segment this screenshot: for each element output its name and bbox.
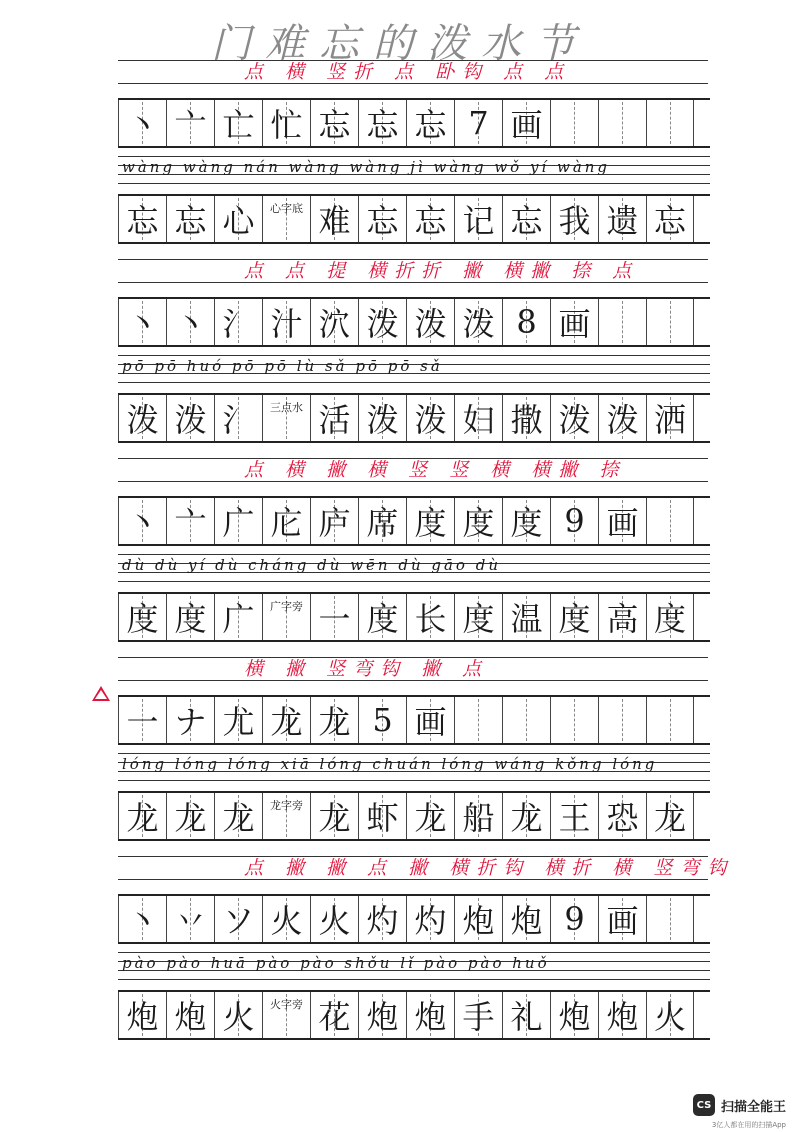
sequence-cell	[166, 100, 214, 146]
cell-character: 我	[558, 202, 591, 240]
practice-cell	[118, 793, 166, 839]
sequence-cell	[598, 498, 646, 544]
practice-cell	[310, 594, 358, 640]
cell-character: ナ	[174, 703, 207, 741]
scanner-name: 扫描全能王	[720, 1099, 786, 1115]
cell-character: 度	[653, 600, 686, 638]
practice-grid	[118, 194, 710, 244]
cell-character: 画	[606, 504, 639, 542]
cell-character: 度	[558, 600, 591, 638]
cell-character: 丷	[174, 902, 207, 940]
sequence-cell	[310, 697, 358, 743]
cell-character: 遗	[606, 202, 639, 240]
sequence-cell	[502, 498, 550, 544]
practice-cell	[262, 793, 310, 839]
practice-cell	[406, 793, 454, 839]
sequence-cell	[502, 896, 550, 942]
cell-character: 礼	[510, 998, 543, 1036]
practice-cell	[550, 196, 598, 242]
sequence-cell	[550, 896, 598, 942]
cell-character: 洒	[653, 401, 686, 439]
cell-character: 炮	[606, 998, 639, 1036]
practice-cell	[598, 992, 646, 1038]
cell-character: 氵	[222, 401, 255, 439]
cell-character: 广	[222, 600, 255, 638]
sequence-cell	[118, 697, 166, 743]
cell-character: 亠	[174, 106, 207, 144]
cell-character: 高	[606, 600, 639, 638]
practice-cell	[454, 395, 502, 441]
cell-character: 花	[318, 998, 351, 1036]
practice-cell	[310, 196, 358, 242]
cell-character: 泼	[174, 401, 207, 439]
cell-character: 记	[462, 202, 495, 240]
sequence-cell	[118, 498, 166, 544]
sequence-cell	[214, 697, 262, 743]
sequence-cell	[166, 498, 214, 544]
practice-cell	[214, 196, 262, 242]
cell-guide	[478, 699, 479, 741]
practice-grid	[118, 791, 710, 841]
practice-cell	[166, 594, 214, 640]
cell-guide	[574, 699, 575, 741]
pinyin-text: dù dù yí dù cháng dù wēn dù gāo dù	[122, 556, 501, 574]
stroke-names: 点 横 撇 横 竖 竖 横 横撇 捺	[244, 459, 627, 481]
cell-guide	[670, 699, 671, 741]
cell-character: 温	[510, 600, 543, 638]
practice-cell	[262, 992, 310, 1038]
practice-cell	[358, 594, 406, 640]
sequence-cell	[406, 100, 454, 146]
cell-character: 度	[462, 600, 495, 638]
cell-character: 龙	[270, 703, 303, 741]
cell-character: 泬	[318, 305, 351, 343]
practice-cell	[550, 395, 598, 441]
practice-cell	[454, 992, 502, 1038]
cell-guide	[526, 699, 527, 741]
practice-cell	[118, 594, 166, 640]
cell-character: 5	[372, 701, 393, 739]
cell-character: 炮	[174, 998, 207, 1036]
sequence-cell	[550, 299, 598, 345]
practice-cell	[646, 594, 694, 640]
practice-cell	[502, 196, 550, 242]
practice-cell	[214, 793, 262, 839]
sequence-cell	[598, 697, 646, 743]
practice-cell	[646, 395, 694, 441]
stroke-order-line	[118, 259, 708, 283]
practice-cell	[118, 196, 166, 242]
sequence-cell	[598, 299, 646, 345]
practice-cell	[358, 793, 406, 839]
sequence-cell	[310, 299, 358, 345]
cell-character: 火	[318, 902, 351, 940]
cell-character: 忘	[414, 202, 447, 240]
cell-character: 汁	[270, 305, 303, 343]
cell-character: 度	[462, 504, 495, 542]
cell-character: 龙字旁	[270, 799, 303, 812]
cell-character: 7	[468, 104, 489, 142]
sequence-cell	[646, 498, 694, 544]
sequence-cell	[646, 100, 694, 146]
stroke-order-line	[118, 657, 708, 681]
stroke-names: 点 撇 撇 点 撇 横折钩 横折 横 竖弯钩	[244, 857, 735, 879]
sequence-cell	[166, 697, 214, 743]
cell-character: 龙	[318, 703, 351, 741]
sequence-cell	[406, 299, 454, 345]
cell-character: 画	[558, 305, 591, 343]
practice-cell	[646, 196, 694, 242]
practice-cell	[214, 594, 262, 640]
cell-character: 度	[174, 600, 207, 638]
cell-character: 撒	[510, 401, 543, 439]
practice-cell	[262, 395, 310, 441]
practice-cell	[502, 992, 550, 1038]
cell-character: 丶	[126, 902, 159, 940]
practice-cell	[406, 594, 454, 640]
cell-character: 心字底	[270, 202, 303, 215]
practice-grid	[118, 592, 710, 642]
practice-cell	[214, 395, 262, 441]
cell-character: 龙	[126, 799, 159, 837]
cell-character: 忘	[510, 202, 543, 240]
practice-cell	[550, 594, 598, 640]
cell-character: 泼	[414, 401, 447, 439]
sequence-cell	[358, 498, 406, 544]
cell-character: 忘	[318, 106, 351, 144]
sequence-cell	[358, 697, 406, 743]
practice-cell	[166, 196, 214, 242]
cell-character: 泼	[558, 401, 591, 439]
cell-character: 手	[462, 998, 495, 1036]
cell-character: 丶	[174, 305, 207, 343]
sequence-cell	[454, 498, 502, 544]
cell-character: 度	[126, 600, 159, 638]
sequence-cell	[598, 896, 646, 942]
cell-character: 长	[414, 600, 447, 638]
practice-cell	[358, 992, 406, 1038]
cell-character: 心	[222, 202, 255, 240]
cell-guide	[670, 102, 671, 144]
practice-cell	[454, 793, 502, 839]
cell-character: 恐	[606, 799, 639, 837]
sequence-cell	[214, 498, 262, 544]
cell-character: 炮	[366, 998, 399, 1036]
sequence-cell	[262, 498, 310, 544]
practice-cell	[454, 594, 502, 640]
sequence-cell	[310, 498, 358, 544]
sequence-cell	[406, 896, 454, 942]
cell-character: 火	[653, 998, 686, 1036]
cell-character: 忘	[653, 202, 686, 240]
practice-cell	[598, 395, 646, 441]
cell-character: 席	[366, 504, 399, 542]
practice-cell	[646, 793, 694, 839]
cell-character: 炮	[558, 998, 591, 1036]
stroke-names: 点 点 提 横折折 撇 横撇 捺 点	[244, 260, 640, 282]
pinyin-text: lóng lóng lóng xiā lóng chuán lóng wáng kǒng lóng	[122, 755, 658, 773]
practice-cell	[406, 196, 454, 242]
sequence-cell	[646, 299, 694, 345]
practice-cell	[310, 793, 358, 839]
practice-cell	[166, 395, 214, 441]
practice-cell	[550, 992, 598, 1038]
pinyin-text: pào pào huā pào pào shǒu lǐ pào pào huǒ	[122, 954, 550, 972]
cell-character: 三点水	[270, 401, 303, 414]
cell-character: 9	[564, 502, 585, 540]
stroke-names: 横 撇 竖弯钩 撇 点	[244, 658, 490, 680]
stroke-order-line	[118, 856, 735, 880]
cell-character: 火字旁	[270, 998, 303, 1011]
cell-character: 一	[126, 703, 159, 741]
sequence-cell	[406, 498, 454, 544]
cell-character: 炮	[510, 902, 543, 940]
sequence-cell	[502, 697, 550, 743]
cell-character: 泼	[126, 401, 159, 439]
red-triangle-mark	[92, 686, 110, 701]
practice-cell	[550, 793, 598, 839]
cell-character: 丶	[126, 305, 159, 343]
cell-character: 火	[270, 902, 303, 940]
cell-character: 忙	[270, 106, 303, 144]
cell-character: 炮	[126, 998, 159, 1036]
cell-character: 妇	[462, 401, 495, 439]
cell-character: 泼	[414, 305, 447, 343]
stroke-order-line	[118, 60, 708, 84]
practice-cell	[166, 793, 214, 839]
sequence-cell	[646, 697, 694, 743]
sequence-cell	[118, 896, 166, 942]
cell-character: 难	[318, 202, 351, 240]
practice-cell	[310, 992, 358, 1038]
cell-character: 龙	[414, 799, 447, 837]
sequence-cell	[262, 100, 310, 146]
cell-character: 画	[414, 703, 447, 741]
practice-cell	[646, 992, 694, 1038]
practice-cell	[406, 395, 454, 441]
cell-character: 灼	[414, 902, 447, 940]
practice-grid	[118, 990, 710, 1040]
cell-character: 炮	[414, 998, 447, 1036]
cell-character: 忘	[174, 202, 207, 240]
practice-grid	[118, 393, 710, 443]
cell-character: 泼	[462, 305, 495, 343]
cell-character: 忘	[414, 106, 447, 144]
sequence-cell	[262, 697, 310, 743]
cell-character: 画	[510, 106, 543, 144]
cell-character: 忘	[126, 202, 159, 240]
cell-character: 画	[606, 902, 639, 940]
cell-guide	[622, 699, 623, 741]
practice-cell	[502, 395, 550, 441]
page-title: 门难忘的泼水节	[211, 21, 589, 67]
cell-character: 度	[510, 504, 543, 542]
practice-cell	[598, 793, 646, 839]
practice-cell	[214, 992, 262, 1038]
stroke-names: 点 横 竖折 点 卧钩 点 点	[244, 61, 572, 83]
practice-cell	[310, 395, 358, 441]
pinyin-text: wàng wàng nán wàng wàng jì wàng wǒ yí wàng	[122, 158, 611, 176]
cell-character: 亠	[174, 504, 207, 542]
cell-character: 氵	[222, 305, 255, 343]
sequence-cell	[214, 299, 262, 345]
sequence-cell	[454, 100, 502, 146]
sequence-cell	[406, 697, 454, 743]
cell-guide	[670, 301, 671, 343]
practice-cell	[358, 395, 406, 441]
cell-character: 度	[366, 600, 399, 638]
sequence-cell	[358, 299, 406, 345]
sequence-cell	[214, 896, 262, 942]
sequence-cell	[358, 896, 406, 942]
sequence-cell	[118, 100, 166, 146]
cell-guide	[670, 898, 671, 940]
cell-guide	[670, 500, 671, 542]
sequence-cell	[550, 498, 598, 544]
cell-character: 9	[564, 900, 585, 938]
sequence-cell	[358, 100, 406, 146]
sequence-cell	[310, 100, 358, 146]
cell-character: 泼	[366, 305, 399, 343]
cell-character: 虾	[366, 799, 399, 837]
practice-cell	[118, 395, 166, 441]
practice-cell	[502, 793, 550, 839]
cell-character: 8	[516, 303, 537, 341]
sequence-cell	[454, 299, 502, 345]
cell-character: 亡	[222, 106, 255, 144]
stroke-sequence-grid	[118, 297, 710, 347]
practice-cell	[262, 196, 310, 242]
practice-cell	[454, 196, 502, 242]
sequence-cell	[118, 299, 166, 345]
sequence-cell	[550, 100, 598, 146]
practice-cell	[598, 594, 646, 640]
cell-character: 灼	[366, 902, 399, 940]
sequence-cell	[166, 299, 214, 345]
sequence-cell	[454, 697, 502, 743]
cell-character: 尤	[222, 703, 255, 741]
cell-character: 龙	[222, 799, 255, 837]
cell-character: 广	[222, 504, 255, 542]
cell-character: 度	[414, 504, 447, 542]
cell-character: 庐	[318, 504, 351, 542]
scanner-watermark	[693, 1094, 786, 1116]
cell-character: ソ	[222, 902, 255, 940]
practice-cell	[118, 992, 166, 1038]
practice-cell	[358, 196, 406, 242]
pinyin-text: pō pō huó pō pō lù sǎ pō pō sǎ	[122, 357, 443, 375]
sequence-cell	[550, 697, 598, 743]
cell-character: 忘	[366, 106, 399, 144]
cell-character: 一	[318, 600, 351, 638]
stroke-sequence-grid	[118, 98, 710, 148]
sequence-cell	[262, 896, 310, 942]
sequence-cell	[598, 100, 646, 146]
sequence-cell	[502, 100, 550, 146]
sequence-cell	[262, 299, 310, 345]
practice-cell	[406, 992, 454, 1038]
cell-character: 龙	[653, 799, 686, 837]
cell-character: 丶	[126, 106, 159, 144]
cell-character: 龙	[174, 799, 207, 837]
cell-character: 忘	[366, 202, 399, 240]
cell-character: 炮	[462, 902, 495, 940]
sequence-cell	[166, 896, 214, 942]
cell-character: 王	[558, 799, 591, 837]
practice-cell	[598, 196, 646, 242]
practice-cell	[262, 594, 310, 640]
sequence-cell	[214, 100, 262, 146]
cell-character: 火	[222, 998, 255, 1036]
sequence-cell	[502, 299, 550, 345]
cell-character: 船	[462, 799, 495, 837]
cell-character: 庀	[270, 504, 303, 542]
sequence-cell	[454, 896, 502, 942]
stroke-sequence-grid	[118, 695, 710, 745]
cell-character: 龙	[510, 799, 543, 837]
practice-cell	[166, 992, 214, 1038]
scanner-logo-icon: CS	[693, 1094, 715, 1116]
cell-character: 龙	[318, 799, 351, 837]
cell-character: 活	[318, 401, 351, 439]
cell-character: 泼	[366, 401, 399, 439]
stroke-sequence-grid	[118, 894, 710, 944]
cell-guide	[622, 301, 623, 343]
sequence-cell	[646, 896, 694, 942]
cell-guide	[574, 102, 575, 144]
practice-cell	[502, 594, 550, 640]
cell-character: 丶	[126, 504, 159, 542]
cell-guide	[622, 102, 623, 144]
stroke-order-line	[118, 458, 708, 482]
scanner-tagline: 3亿人都在用的扫描App	[711, 1121, 786, 1129]
cell-character: 广字旁	[270, 600, 303, 613]
sequence-cell	[310, 896, 358, 942]
stroke-sequence-grid	[118, 496, 710, 546]
cell-character: 泼	[606, 401, 639, 439]
